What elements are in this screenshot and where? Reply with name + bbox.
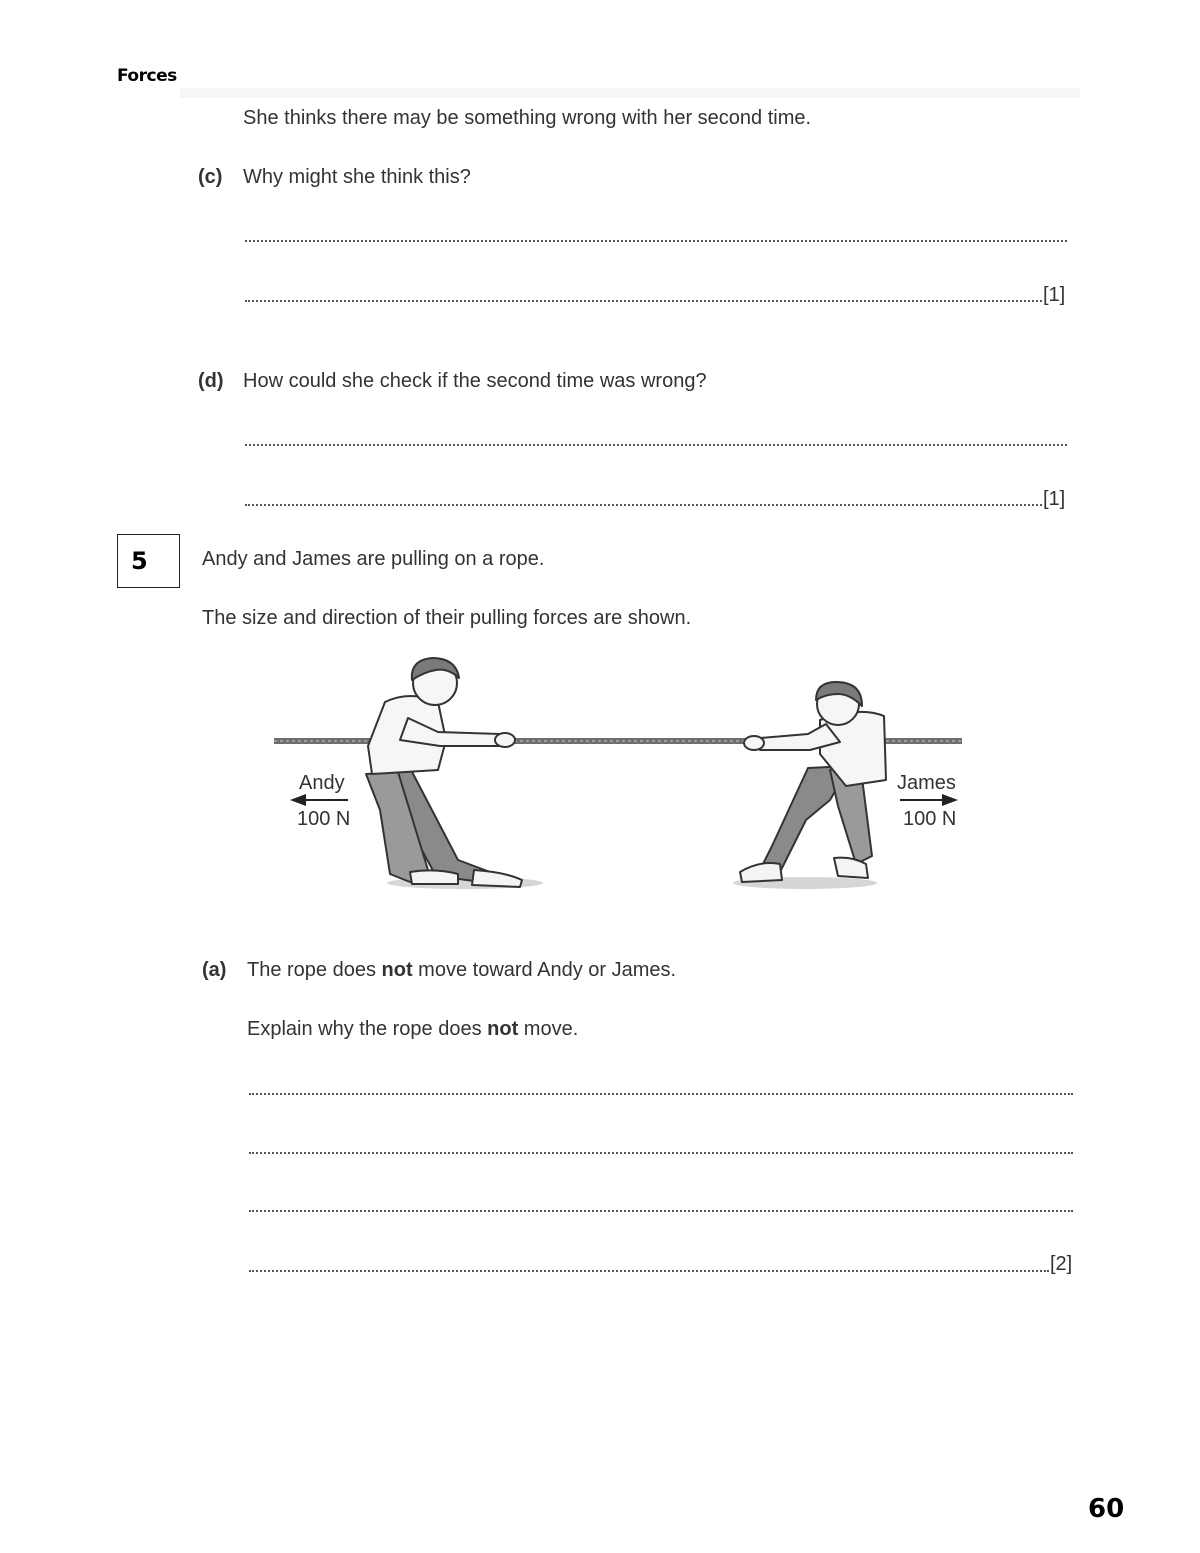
page-header: Forces: [117, 66, 177, 86]
scan-band: [180, 88, 1080, 98]
james-name-label: James: [897, 772, 956, 794]
question-5-subintro: The size and direction of their pulling forces are shown.: [202, 607, 692, 629]
question-5a-prompt-start: Explain why the rope does: [247, 1018, 488, 1040]
answer-line-d1[interactable]: [245, 444, 1067, 446]
question-5a-prompt-end: move.: [518, 1018, 579, 1040]
answer-line-5a2[interactable]: [249, 1152, 1073, 1154]
james-force-label: 100 N: [903, 808, 957, 830]
andy-force-arrow: [290, 794, 348, 806]
andy-force-label: 100 N: [297, 808, 351, 830]
answer-line-c2[interactable]: [245, 300, 1042, 302]
part-b-continuation: She thinks there may be something wrong with her second time.: [243, 107, 812, 129]
question-d-marks: [1]: [1043, 488, 1066, 510]
question-d-text: How could she check if the second time was wrong?: [243, 370, 707, 392]
question-number: 5: [131, 547, 148, 575]
tug-of-war-figure: [260, 650, 980, 900]
james-force-arrow: [900, 794, 958, 806]
question-5a-label: (a): [202, 959, 227, 981]
question-5a-prompt: [247, 1018, 578, 1041]
answer-line-d2[interactable]: [245, 504, 1042, 506]
james-figure: [740, 682, 886, 882]
answer-line-5a3[interactable]: [249, 1210, 1073, 1212]
question-c-label: (c): [198, 166, 223, 188]
page-number: 60: [1088, 1494, 1125, 1524]
question-5a-statement-bold: not: [381, 959, 413, 981]
answer-line-c1[interactable]: [245, 240, 1067, 242]
answer-line-5a1[interactable]: [249, 1093, 1073, 1095]
answer-line-5a4[interactable]: [249, 1270, 1049, 1272]
question-number-box: [117, 534, 180, 588]
question-5a-marks: [2]: [1050, 1253, 1073, 1275]
andy-figure: [366, 658, 522, 887]
question-5a-statement-end: move toward Andy or James.: [412, 959, 677, 981]
question-d-label: (d): [198, 370, 224, 392]
question-c-text: Why might she think this?: [243, 166, 471, 188]
question-5a-statement-start: The rope does: [247, 959, 382, 981]
tug-of-war-illustration: [260, 650, 980, 900]
question-5a-statement: [247, 959, 676, 982]
andy-name-label: Andy: [299, 772, 345, 794]
question-5-intro: Andy and James are pulling on a rope.: [202, 548, 545, 570]
question-5a-prompt-bold: not: [487, 1018, 519, 1040]
question-c-marks: [1]: [1043, 284, 1066, 306]
